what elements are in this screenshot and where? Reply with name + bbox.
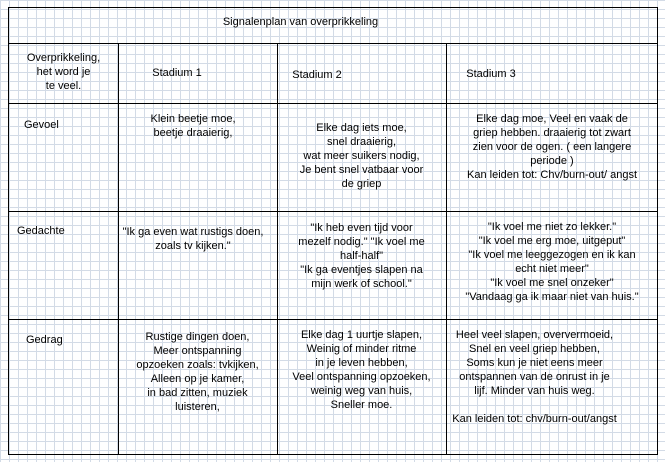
gedachte-stadium-3: "Ik voel me niet zo lekker." "Ik voel me erg moe, uitgeput" "Ik voel me leeggezogen en ik kan echt niet meer" "Ik voel me snel onzeker" "Vandaag ga ik maar niet van huis." <box>465 221 639 303</box>
header-stadium-3: Stadium 3 <box>466 68 516 80</box>
row-label-gedachte: Gedachte <box>17 225 65 237</box>
gedachte-stadium-1: "Ik ga even wat rustigs doen, zoals tv kijken." <box>122 226 264 252</box>
gedachte-stadium-2: "Ik heb even tijd voor mezelf nodig." "Ik voel me half-half" "Ik ga eventjes slapen na mijn werk of school." <box>298 222 425 290</box>
table-border-row2 <box>8 211 658 212</box>
table-border-header <box>8 43 658 44</box>
gedrag-stadium-3: Heel veel slapen, oververmoeid, Snel en veel griep hebben, Soms kun je niet eens meer ontspannen van de onrust in je lijf. Minder van huis weg. Kan leiden tot: chv/burn-out/angst <box>452 329 617 425</box>
header-corner: Overprikkeling, het word je te veel. <box>26 52 101 92</box>
gevoel-stadium-3: Elke dag moe, Veel en vaak de griep hebben. draaierig tot zwart zien voor de ogen. ( een langere periode ) Kan leiden tot: Chv/burn-out/ angst <box>467 113 637 181</box>
gedrag-stadium-2: Elke dag 1 uurtje slapen, Weinig of minder ritme in je leven hebben, Veel ontspanning opzoeken, weinig weg van huis, Sneller moe. <box>292 329 431 411</box>
header-stadium-2: Stadium 2 <box>292 69 342 81</box>
gevoel-stadium-1: Klein beetje moe, beetje draaierig, <box>150 113 236 139</box>
gedrag-stadium-1: Rustige dingen doen, Meer ontspanning opzoeken zoals: tvkijken, Alleen op je kamer, in bad zitten, muziek luisteren, <box>136 331 259 413</box>
page-title: Signalenplan van overprikkeling <box>222 16 379 28</box>
table-border-row3 <box>8 319 658 320</box>
header-stadium-1: Stadium 1 <box>152 67 202 79</box>
row-label-gedrag: Gedrag <box>26 334 63 346</box>
gevoel-stadium-2: Elke dag iets moe, snel draaierig, wat meer suikers nodig, Je bent snel vatbaar voor de griep <box>299 122 424 190</box>
table-border-bottom <box>8 454 658 455</box>
table-border-row1 <box>8 103 658 104</box>
table-border-right <box>657 7 658 455</box>
table-border-top <box>8 7 658 8</box>
row-label-gevoel: Gevoel <box>24 119 59 131</box>
